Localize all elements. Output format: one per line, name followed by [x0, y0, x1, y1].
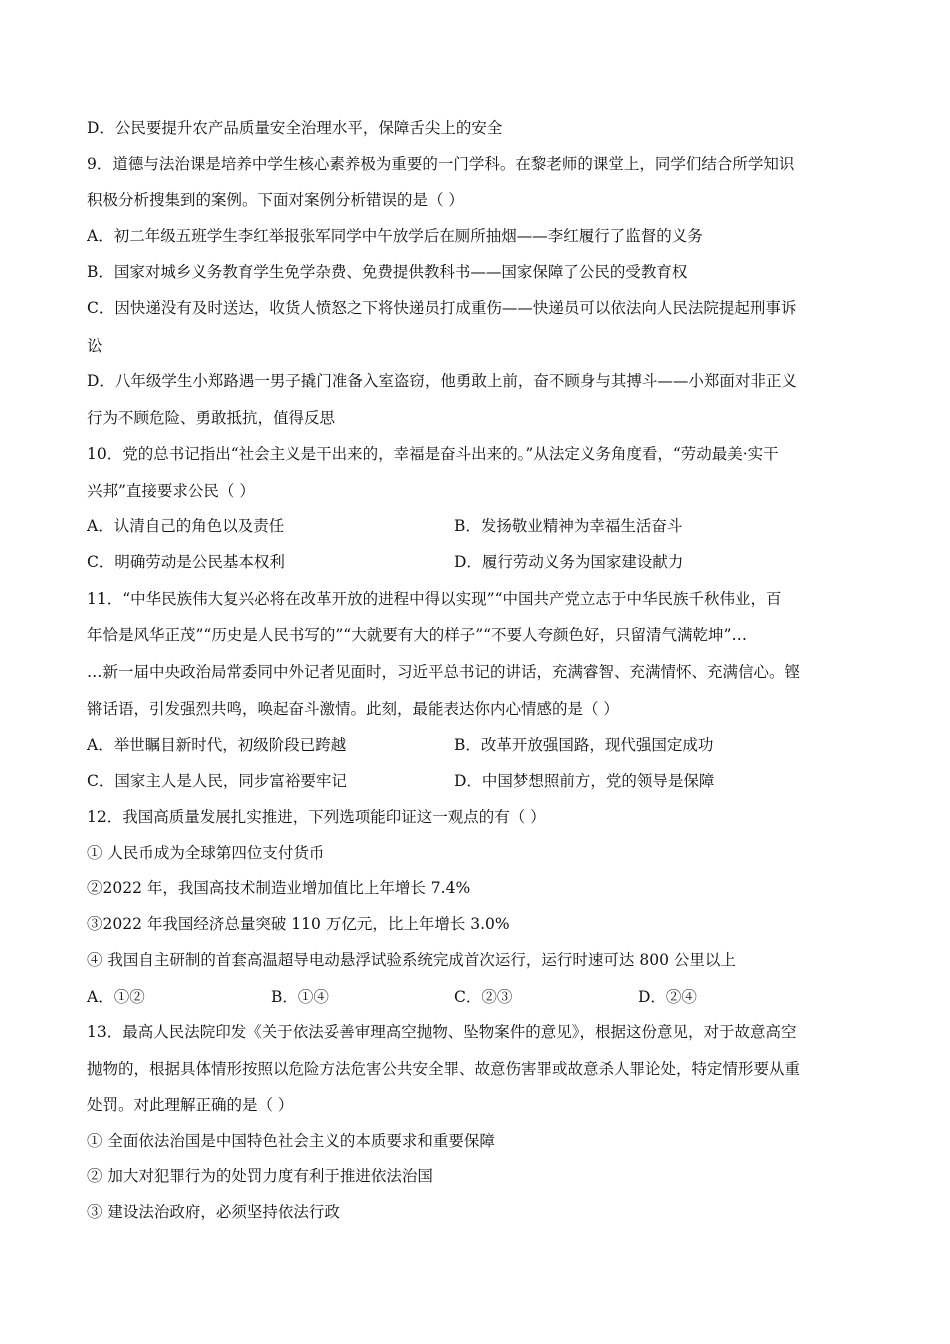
q12-item-2: ②2022 年，我国高技术制造业增加值比上年增长 7.4%: [87, 879, 471, 897]
q12-option-d: D．②④: [638, 988, 697, 1006]
q12-stem: 12．我国高质量发展扎实推进，下列选项能印证这一观点的有（ ）: [87, 808, 546, 826]
q8-option-d: D．公民要提升农产品质量安全治理水平，保障舌尖上的安全: [87, 119, 503, 137]
q13-stem-line-2: 抛物的，根据具体情形按照以危险方法危害公共安全罪、故意伤害罪或故意杀人罪论处，特定情形要从重: [87, 1060, 801, 1078]
q9-option-a: A．初二年级五班学生李红举报张军同学中午放学后在厕所抽烟——李红履行了监督的义务: [87, 227, 703, 245]
q12-option-a: A．①②: [87, 988, 145, 1006]
q11-option-d: D．中国梦想照前方，党的领导是保障: [454, 772, 715, 790]
q12-item-1: ① 人民币成为全球第四位支付货币: [87, 844, 325, 862]
q12-option-c: C．②③: [454, 988, 513, 1006]
q11-option-c: C．国家主人是人民，同步富裕要牢记: [87, 772, 347, 790]
q13-stem-line-3: 处罚。对此理解正确的是（ ）: [87, 1096, 294, 1114]
q10-option-b: B．发扬敬业精神为幸福生活奋斗: [454, 517, 683, 535]
q12-option-b: B．①④: [271, 988, 329, 1006]
q9-option-b: B．国家对城乡义务教育学生免学杂费、免费提供教科书——国家保障了公民的受教育权: [87, 263, 688, 281]
q9-option-c-line-2: 讼: [87, 337, 103, 355]
q10-stem-line-2: 兴邦”直接要求公民（ ）: [87, 482, 255, 500]
q9-stem-line-1: 9．道德与法治课是培养中学生核心素养极为重要的一门学科。在黎老师的课堂上，同学们结合所学知识: [87, 155, 795, 173]
q11-stem-line-2: 年恰是风华正茂”“历史是人民书写的”“大就要有大的样子”“不要人夸颜色好，只留清气满乾坤”…: [87, 626, 747, 644]
q13-item-1: ① 全面依法治国是中国特色社会主义的本质要求和重要保障: [87, 1132, 495, 1150]
q9-option-d-line-2: 行为不顾危险、勇敢抵抗，值得反思: [87, 409, 336, 427]
q9-option-d-line-1: D．八年级学生小郑路遇一男子撬门准备入室盗窃，他勇敢上前，奋不顾身与其搏斗——小郑面对非正义: [87, 372, 797, 390]
q10-option-d: D．履行劳动义务为国家建设献力: [454, 553, 684, 571]
q11-stem-line-4: 锵话语，引发强烈共鸣，唤起奋斗激情。此刻，最能表达你内心情感的是（ ）: [87, 700, 619, 718]
q13-item-2: ② 加大对犯罪行为的处罚力度有利于推进依法治国: [87, 1167, 433, 1185]
q12-item-3: ③2022 年我国经济总量突破 110 万亿元，比上年增长 3.0%: [87, 915, 510, 933]
q11-option-b: B．改革开放强国路，现代强国定成功: [454, 736, 714, 754]
q13-stem-line-1: 13．最高人民法院印发《关于依法妥善审理高空抛物、坠物案件的意见》，根据这份意见，对于故意高空: [87, 1023, 797, 1041]
q9-option-c-line-1: C．因快递没有及时送达，收货人愤怒之下将快递员打成重伤——快递员可以依法向人民法院提起刑事诉: [87, 299, 797, 317]
q11-option-a: A．举世瞩目新时代，初级阶段已跨越: [87, 736, 347, 754]
q10-option-a: A．认清自己的角色以及责任: [87, 517, 285, 535]
q9-stem-line-2: 积极分析搜集到的案例。下面对案例分析错误的是（ ）: [87, 191, 464, 209]
q13-item-3: ③ 建设法治政府，必须坚持依法行政: [87, 1203, 340, 1221]
q10-stem-line-1: 10．党的总书记指出“社会主义是干出来的，幸福是奋斗出来的。”从法定义务角度看，“劳动最美·实干: [87, 445, 779, 463]
q11-stem-line-3: …新一届中央政治局常委同中外记者见面时，习近平总书记的讲话，充满睿智、充满情怀、充满信心。铿: [87, 663, 801, 681]
q11-stem-line-1: 11．“中华民族伟大复兴必将在改革开放的进程中得以实现”“中国共产党立志于中华民族千秋伟业，百: [87, 590, 782, 608]
q10-option-c: C．明确劳动是公民基本权利: [87, 553, 285, 571]
q12-item-4: ④ 我国自主研制的首套高温超导电动悬浮试验系统完成首次运行，运行时速可达 800 公里以上: [87, 951, 736, 969]
